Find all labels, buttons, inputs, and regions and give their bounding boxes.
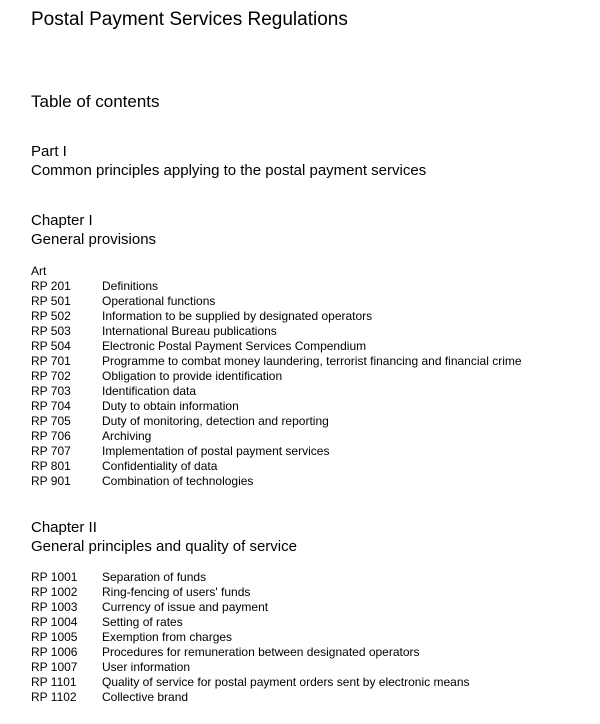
chapter-title: General provisions: [31, 231, 157, 248]
toc-entry: [31, 660, 470, 675]
article-title: Implementation of postal payment services: [102, 444, 330, 458]
article-title: Operational functions: [102, 294, 216, 308]
article-number: RP 1001: [31, 570, 78, 584]
article-number: RP 1006: [31, 645, 78, 659]
chapter-title: General principles and quality of service: [31, 538, 297, 555]
toc-entry: [31, 585, 470, 600]
toc-entry: [31, 339, 522, 354]
toc-entry: [31, 444, 522, 459]
article-title: Separation of funds: [102, 570, 207, 584]
article-number: RP 502: [31, 309, 71, 323]
toc-entry: [31, 429, 522, 444]
toc-entry: [31, 384, 522, 399]
toc-entry: [31, 474, 522, 489]
article-title: Quality of service for postal payment orders sent by electronic means: [102, 675, 470, 689]
toc-entry: [31, 369, 522, 384]
article-number: RP 501: [31, 294, 71, 308]
toc-entry: [31, 354, 522, 369]
article-number: RP 504: [31, 339, 71, 353]
chapter-1-heading: [31, 211, 156, 249]
toc-entry: [31, 294, 522, 309]
article-number: RP 703: [31, 384, 71, 398]
part-label: Part I: [31, 143, 67, 160]
article-title: Duty of monitoring, detection and reporting: [102, 414, 329, 428]
article-title: Information to be supplied by designated operators: [102, 309, 373, 323]
toc-entry: [31, 690, 470, 705]
article-title: User information: [102, 660, 191, 674]
article-title: Obligation to provide identification: [102, 369, 283, 383]
article-title: Exemption from charges: [102, 630, 233, 644]
toc-entry: [31, 324, 522, 339]
article-number: RP 801: [31, 459, 71, 473]
article-number: RP 1004: [31, 615, 78, 629]
toc-entry: [31, 309, 522, 324]
article-title: Procedures for remuneration between designated operators: [102, 645, 420, 659]
chapter-1-article-list: [31, 279, 522, 489]
part-title: Common principles applying to the postal payment services: [31, 162, 427, 179]
document-title: Postal Payment Services Regulations: [31, 9, 348, 30]
chapter-label: Chapter II: [31, 519, 97, 536]
article-number: RP 1007: [31, 660, 78, 674]
article-title: Electronic Postal Payment Services Compendium: [102, 339, 367, 353]
article-title: Duty to obtain information: [102, 399, 239, 413]
article-number: RP 503: [31, 324, 71, 338]
article-number: RP 701: [31, 354, 71, 368]
chapter-label: Chapter I: [31, 212, 93, 229]
part-heading: [31, 142, 426, 180]
article-number: RP 1002: [31, 585, 78, 599]
article-title: Definitions: [102, 279, 159, 293]
toc-entry: [31, 675, 470, 690]
article-number: RP 201: [31, 279, 71, 293]
article-number: RP 1005: [31, 630, 78, 644]
article-title: Identification data: [102, 384, 197, 398]
toc-entry: [31, 279, 522, 294]
toc-entry: [31, 600, 470, 615]
toc-entry: [31, 615, 470, 630]
toc-entry: [31, 414, 522, 429]
article-number: RP 1003: [31, 600, 78, 614]
article-number: RP 702: [31, 369, 71, 383]
article-number: RP 1102: [31, 690, 77, 704]
article-number: RP 704: [31, 399, 71, 413]
toc-entry: [31, 459, 522, 474]
article-title: Ring-fencing of users' funds: [102, 585, 251, 599]
article-number: RP 706: [31, 429, 71, 443]
article-number: RP 901: [31, 474, 71, 488]
article-title: Collective brand: [102, 690, 189, 704]
chapter-2-heading: [31, 518, 297, 556]
article-title: International Bureau publications: [102, 324, 277, 338]
article-number: RP 707: [31, 444, 71, 458]
chapter-2-article-list: [31, 570, 470, 705]
toc-entry: [31, 630, 470, 645]
article-title: Confidentiality of data: [102, 459, 218, 473]
article-title: Combination of technologies: [102, 474, 254, 488]
toc-entry: [31, 399, 522, 414]
article-title: Setting of rates: [102, 615, 183, 629]
toc-entry: [31, 645, 470, 660]
article-title: Currency of issue and payment: [102, 600, 269, 614]
article-title: Archiving: [102, 429, 152, 443]
toc-entry: [31, 570, 470, 585]
article-title: Programme to combat money laundering, terrorist financing and financial crime: [102, 354, 522, 368]
article-number: RP 1101: [31, 675, 77, 689]
article-number: RP 705: [31, 414, 71, 428]
article-column-label: Art: [31, 264, 47, 278]
toc-heading: Table of contents: [31, 92, 160, 111]
